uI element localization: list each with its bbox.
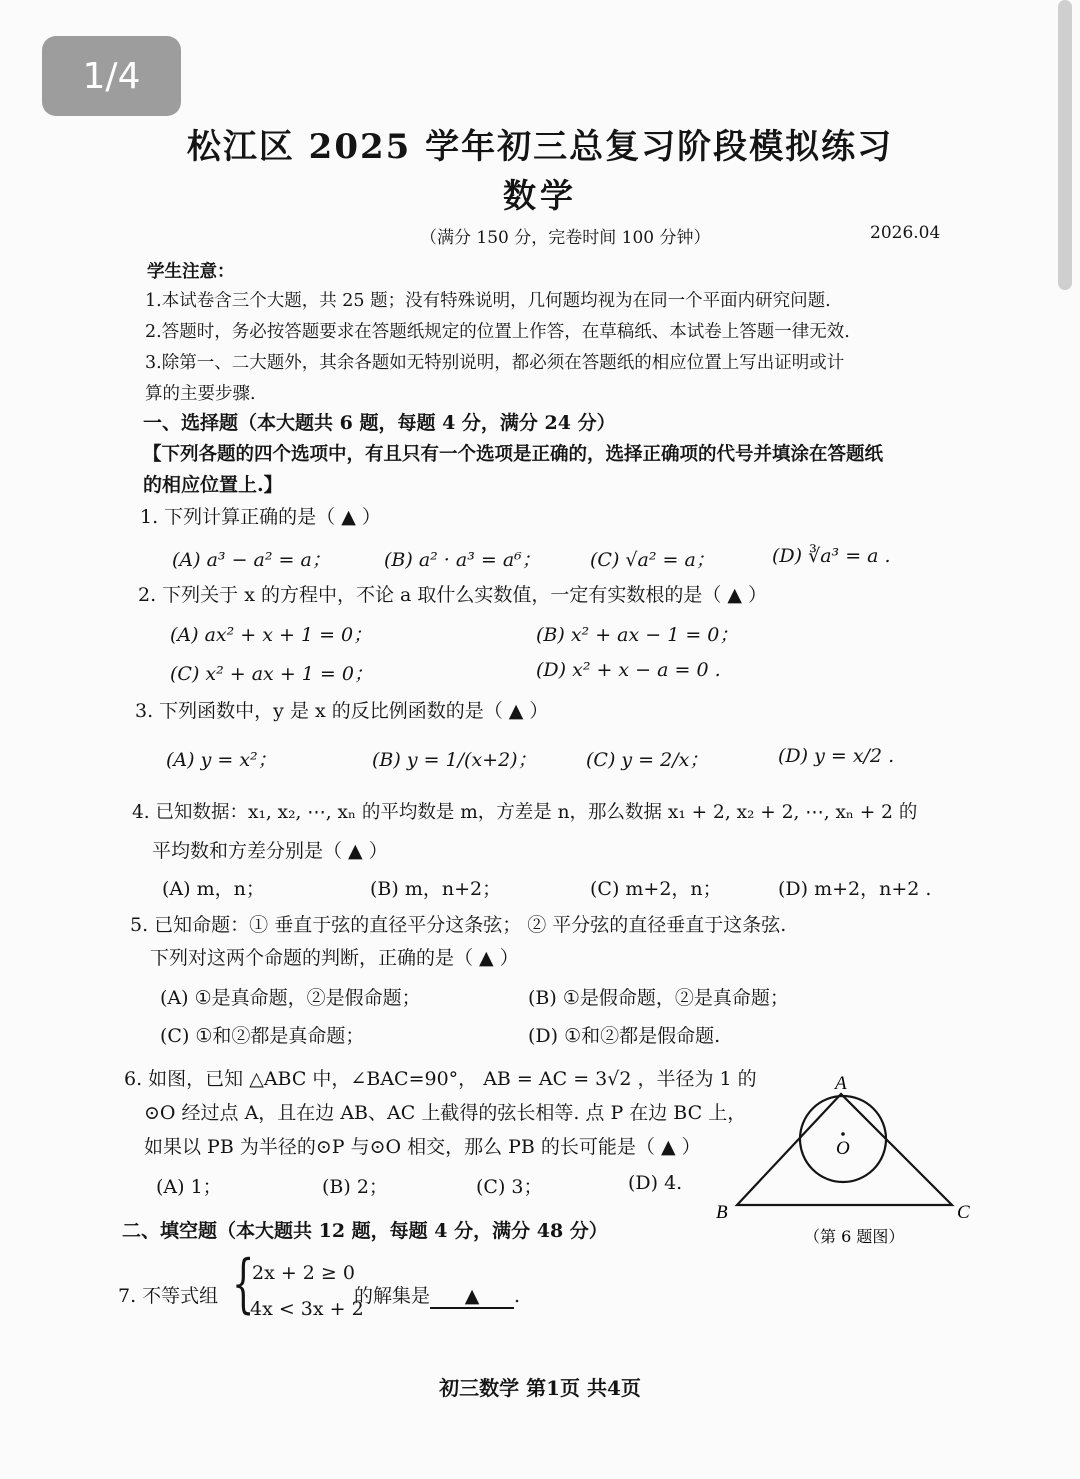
q2-option-b: (B) x² + ax − 1 = 0； [536,624,739,646]
q5-stem: 5. 已知命题：① 垂直于弦的直径平分这条弦； ② 平分弦的直径垂直于这条弦. [130,914,787,936]
exam-title: 松江区 2025 学年初三总复习阶段模拟练习 [186,127,894,167]
q3-option-b: (B) y = 1/(x+2)； [372,749,537,771]
q6-option-c: (C) 3； [476,1176,543,1198]
page-indicator[interactable] [42,36,181,116]
q2-option-a: (A) ax² + x + 1 = 0； [170,624,373,646]
q7-brace: { [232,1247,255,1321]
q3-stem: 3. 下列函数中，y 是 x 的反比例函数的是（ ▲ ） [135,700,549,722]
exam-info: （满分 150 分，完卷时间 100 分钟） [420,228,711,248]
q1-option-b: (B) a² · a³ = a⁶； [384,549,541,571]
page-footer: 初三数学 第1页 共4页 [439,1376,641,1400]
figure-caption: （第 6 题图） [804,1227,905,1246]
q6-option-b: (B) 2； [322,1176,388,1198]
exam-date: 2026.04 [870,223,941,243]
q5-option-c: (C) ①和②都是真命题； [160,1025,365,1047]
q3-option-c: (C) y = 2/x； [586,749,709,771]
q7-line2: 4x < 3x + 2 [250,1298,364,1320]
q2-option-d: (D) x² + x − a = 0 . [536,659,721,681]
q7-prefix: 7. 不等式组 [118,1285,219,1307]
q6-figure [712,1072,982,1252]
q4-option-b: (B) m，n+2； [370,878,502,900]
q7-line1: 2x + 2 ≥ 0 [252,1262,355,1284]
q7-end: . [514,1285,521,1307]
center-o-label: O [836,1138,850,1159]
notice-item: 2.答题时，务必按答题要求在答题纸规定的位置上作答，在草稿纸、本试卷上答题一律无效. [145,322,850,342]
q6-stem: 如果以 PB 为半径的⊙P 与⊙O 相交，那么 PB 的长可能是（ ▲ ） [144,1136,701,1158]
q4-option-a: (A) m，n； [162,878,265,900]
q4-option-d: (D) m+2，n+2 . [778,878,932,900]
q6-option-a: (A) 1； [156,1176,222,1198]
notice-item: 3.除第一、二大题外，其余各题如无特别说明，都必须在答题纸的相应位置上写出证明或计 [145,353,845,373]
vertex-a-label: A [835,1073,847,1094]
q1-option-d: (D) ∛a³ = a . [772,545,891,567]
section1-heading: 一、选择题（本大题共 6 题，每题 4 分，满分 24 分） [143,412,616,434]
section2-heading: 二、填空题（本大题共 12 题，每题 4 分，满分 48 分） [122,1220,608,1242]
q5-option-b: (B) ①是假命题，②是真命题； [528,987,789,1009]
notice-item: 算的主要步骤. [145,384,256,404]
q3-option-a: (A) y = x²； [166,749,277,771]
vertex-b-label: B [716,1202,728,1223]
q5-stem: 下列对这两个命题的判断，正确的是（ ▲ ） [150,947,519,969]
q6-stem: ⊙O 经过点 A，且在边 AB、AC 上截得的弦长相等. 点 P 在边 BC 上， [144,1102,747,1124]
q6-stem: 6. 如图，已知 △ABC 中，∠BAC=90°， AB = AC = 3√2 ，半径为 1 的 [124,1068,757,1090]
notice-heading: 学生注意： [147,262,235,282]
q4-stem: 平均数和方差分别是（ ▲ ） [152,840,388,862]
section1-instruction: 【下列各题的四个选项中，有且只有一个选项是正确的，选择正确项的代号并填涂在答题纸 [143,444,884,465]
q2-stem: 2. 下列关于 x 的方程中，不论 a 取什么实数值，一定有实数根的是（ ▲ ） [138,584,768,606]
section1-instruction: 的相应位置上.】 [143,474,283,496]
q1-option-c: (C) √a² = a； [590,549,715,571]
vertex-c-label: C [957,1202,970,1223]
q6-option-d: (D) 4. [628,1172,683,1194]
q3-option-d: (D) y = x/2 . [778,745,895,767]
q4-stem: 4. 已知数据：x₁, x₂, ⋯, xₙ 的平均数是 m，方差是 n，那么数据 x₁ + 2, x₂ + 2, ⋯, xₙ + 2 的 [132,802,918,823]
q2-option-c: (C) x² + ax + 1 = 0； [170,663,373,685]
q7-answer-blank: ▲ [430,1285,514,1309]
q1-stem: 1. 下列计算正确的是（ ▲ ） [140,506,381,528]
exam-subject: 数学 [503,176,577,215]
q7-suffix: 的解集是 [354,1285,431,1307]
page-indicator-label: 1/4 [82,55,141,97]
q5-option-d: (D) ①和②都是假命题. [528,1025,721,1047]
q4-option-c: (C) m+2，n； [590,878,722,900]
q1-option-a: (A) a³ − a² = a； [172,549,331,571]
center-o [841,1132,845,1136]
notice-item: 1.本试卷含三个大题，共 25 题；没有特殊说明，几何题均视为在同一个平面内研究问题. [145,291,831,311]
q5-option-a: (A) ①是真命题，②是假命题； [160,987,421,1009]
